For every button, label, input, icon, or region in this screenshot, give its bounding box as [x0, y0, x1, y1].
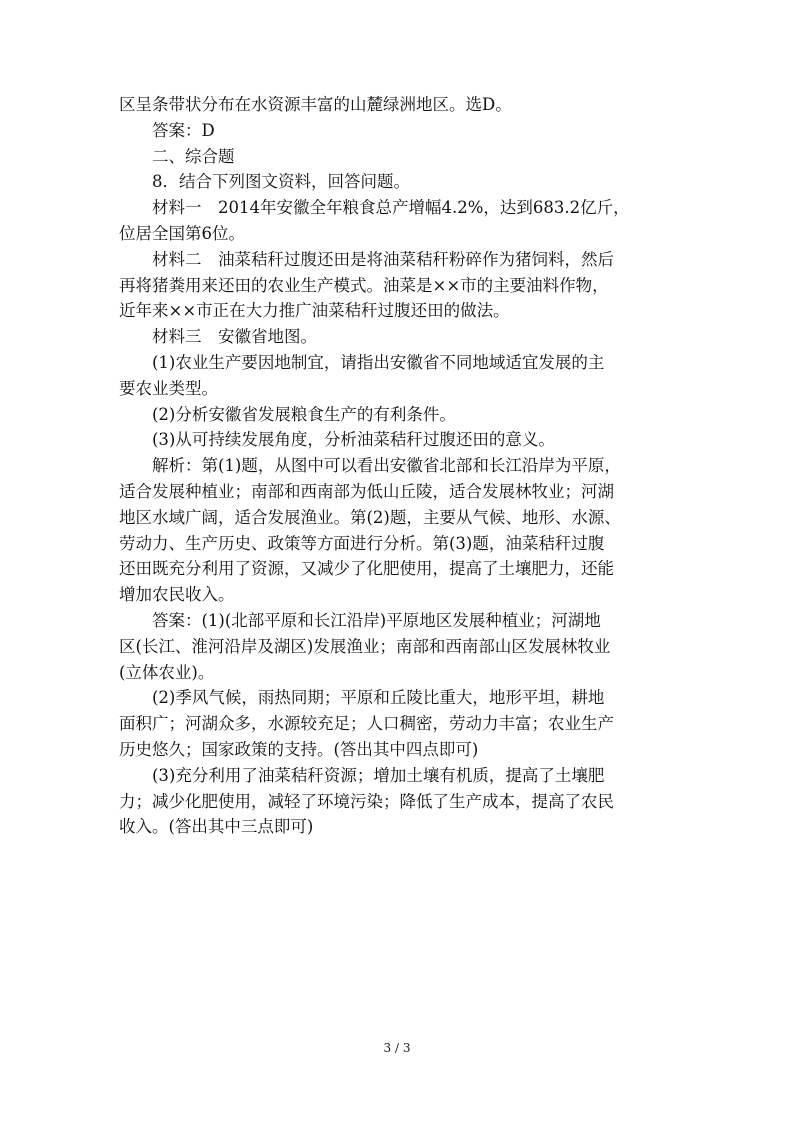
text-line-22: 区(长江、淮河沿岸及湖区)发展渔业；南部和西南部山区发展林牧业	[119, 636, 611, 656]
text-line-14: (3)从可持续发展角度，分析油菜秸秆过腹还田的意义。	[152, 430, 555, 450]
text-line-5: 材料一 2014年安徽全年粮食总产增幅4.2%，达到683.2亿斤，	[152, 198, 630, 218]
text-line-2: 答案：D	[152, 120, 215, 140]
text-line-29: 收入。(答出其中三点即可)	[119, 817, 314, 837]
text-line-25: 面积广；河湖众多，水源较充足；人口稠密，劳动力丰富；农业生产	[119, 714, 614, 734]
text-line-4: 8．结合下列图文资料，回答问题。	[152, 172, 410, 192]
text-line-26: 历史悠久；国家政策的支持。(答出其中四点即可)	[119, 739, 479, 759]
text-line-7: 材料二 油菜秸秆过腹还田是将油菜秸秆粉碎作为猪饲料，然后	[152, 249, 614, 269]
text-line-21: 答案：(1)(北部平原和长江沿岸)平原地区发展种植业；河湖地	[152, 610, 601, 630]
text-line-13: (2)分析安徽省发展粮食生产的有利条件。	[152, 404, 456, 424]
text-line-27: (3)充分利用了油菜秸秆资源；增加土壤有机质，提高了土壤肥	[152, 765, 605, 785]
text-line-15: 解析：第(1)题，从图中可以看出安徽省北部和长江沿岸为平原，	[152, 456, 621, 476]
text-line-18: 劳动力、生产历史、政策等方面进行分析。第(3)题，油菜秸秆过腹	[119, 533, 605, 553]
text-line-19: 还田既充分利用了资源，又减少了化肥使用，提高了土壤肥力，还能	[119, 559, 614, 579]
text-line-1: 区呈条带状分布在水资源丰富的山麓绿洲地区。选D。	[119, 95, 512, 114]
text-line-9: 近年来××市正在大力推广油菜秸秆过腹还田的做法。	[119, 301, 510, 321]
text-line-3: 二、综合题	[152, 146, 235, 166]
text-line-10: 材料三 安徽省地图。	[152, 327, 317, 347]
text-line-24: (2)季风气候，雨热同期；平原和丘陵比重大，地形平坦，耕地	[152, 688, 605, 708]
page-number: 3 / 3	[383, 1041, 411, 1055]
text-line-16: 适合发展种植业；南部和西南部为低山丘陵，适合发展林牧业；河湖	[119, 481, 614, 501]
text-line-8: 再将猪粪用来还田的农业生产模式。油菜是××市的主要油料作物，	[119, 275, 609, 295]
text-line-11: (1)农业生产要因地制宜，请指出安徽省不同地域适宜发展的主	[152, 352, 605, 372]
text-line-12: 要农业类型。	[119, 378, 218, 398]
document-body	[119, 92, 679, 840]
text-line-6: 位居全国第6位。	[119, 223, 245, 243]
text-line-28: 力；减少化肥使用，减轻了环境污染；降低了生产成本，提高了农民	[119, 791, 614, 811]
text-line-17: 地区水域广阔，适合发展渔业。第(2)题，主要从气候、地形、水源、	[119, 507, 621, 527]
text-line-23: (立体农业)。	[119, 662, 215, 682]
text-line-20: 增加农民收入。	[119, 585, 235, 605]
